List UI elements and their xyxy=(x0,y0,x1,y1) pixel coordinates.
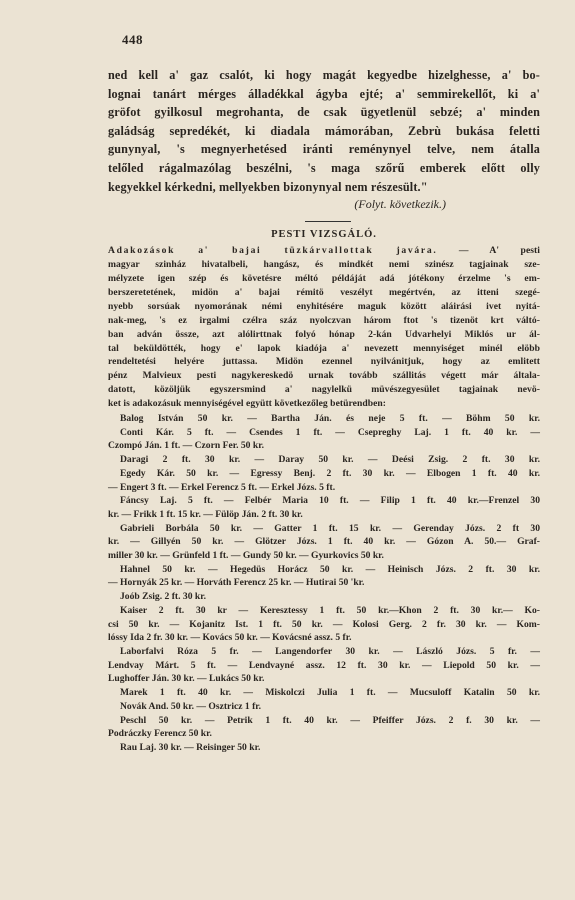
text-line: telőled rágalmazólag beszélni, 's maga szőrű emberek előtt olly xyxy=(108,160,540,175)
donor-row: Podráczky Ferencz 50 kr. xyxy=(108,728,212,740)
donation-report xyxy=(108,244,540,411)
continuation-note: (Folyt. következik.) xyxy=(354,197,446,212)
text-line: nyebb sorsúak nyomorának némi enyhitésére maguk között aláirási ivet nyitá- xyxy=(108,300,540,312)
text-line: magyar szinház hivatalbeli, hangász, és mindkét nemi szinész tagjainak sze- xyxy=(108,259,540,271)
donor-row: Czompó Ján. 1 ft. — Czorn Fer. 50 kr. xyxy=(108,440,264,452)
page-body xyxy=(108,66,540,755)
text-line: ket is adakozásuk mennyiségével együtt következőleg betürendben: xyxy=(108,398,387,410)
text-line: rendeltetési helyére juttassa. Midön ezennel nyilvánitjuk, hogy az emlitett xyxy=(108,356,540,368)
donor-row: Balog István 50 kr. — Bartha Ján. és neje 5 ft. — Böhm 50 kr. xyxy=(120,413,540,425)
donor-row: csi 50 kr. — Kojanitz Ist. 1 ft. 50 kr. — Kolosi Gerg. 2 fr. 30 kr. — Kom- xyxy=(108,618,540,630)
story-continuation xyxy=(108,66,540,196)
report-lead-tail: — A' pesti xyxy=(437,245,540,257)
donor-row: Marek 1 ft. 40 kr. — Miskolczi Julia 1 ft. — Mucsuloff Katalin 50 kr. xyxy=(120,687,540,699)
donor-row: Hahnel 50 kr. — Hegedüs Horácz 50 kr. — Heinisch Józs. 2 ft. 30 kr. xyxy=(120,563,540,575)
donor-list xyxy=(108,412,540,755)
text-line: nak-meg, 's ez irgalmi czélra száz nyolczvan három ftot 's tizenöt krt váltó- xyxy=(108,314,540,326)
text-line: tal beküldötték, hogy e' lapok kiadója a' nevezett mennyiséget minél elöbb xyxy=(108,342,540,354)
donor-row: Kaiser 2 ft. 30 kr — Keresztessy 1 ft. 50 kr.—Khon 2 ft. 30 kr.— Ko- xyxy=(120,604,540,616)
donor-row: Egedy Kár. 50 kr. — Egressy Benj. 2 ft. 30 kr. — Elbogen 1 ft. 40 kr. xyxy=(120,467,540,479)
donor-row: Conti Kár. 5 ft. — Csendes 1 ft. — Csepreghy Laj. 1 ft. 40 kr. — xyxy=(120,426,540,438)
donor-row: Lendvay Márt. 5 ft. — Lendvayné assz. 12 ft. 30 kr. — Liepold 50 kr. — xyxy=(108,659,540,671)
donor-row: miller 30 kr. — Grünfeld 1 ft. — Gundy 50 kr. — Gyurkovics 50 kr. xyxy=(108,550,384,562)
donor-row: lóssy Ida 2 fr. 30 kr. — Kovács 50 kr. — Kovácsné assz. 5 fr. xyxy=(108,632,352,644)
donor-row: — Engert 3 ft. — Erkel Ferencz 5 ft. — Erkel Józs. 5 ft. xyxy=(108,481,336,493)
text-line: ban adván össze, azt alólirttnak folyó hónap 2-kán Udvarhelyi Miklós ur ál- xyxy=(108,328,540,340)
text-line: galádság sepredékét, ki diadala mámorában, Zebrù bukása feletti xyxy=(108,123,540,138)
donor-row: kr. — Gillyén 50 kr. — Glötzer Józs. 1 ft. 40 kr. — Gózon A. 50.— Graf- xyxy=(108,536,540,548)
text-line: ned kell a' gaz csalót, ki hogy magát kegyedbe hizelghesse, a' bo- xyxy=(108,68,540,82)
donor-row: kr. — Frikk 1 ft. 15 kr. — Fülöp Ján. 2 ft. 30 kr. xyxy=(108,508,303,520)
donor-row: Daragi 2 ft. 30 kr. — Daray 50 kr. — Deési Zsig. 2 ft. 30 kr. xyxy=(120,454,540,466)
donor-row: Gabrieli Borbála 50 kr. — Gatter 1 ft. 15 kr. — Gerenday Józs. 2 ft 30 xyxy=(120,522,540,534)
donor-row: Fáncsy Laj. 5 ft. — Felbér Maria 10 ft. — Filip 1 ft. 40 kr.—Frenzel 30 xyxy=(120,495,540,507)
donor-row: Lughoffer Ján. 30 kr. — Lukács 50 kr. xyxy=(108,673,265,685)
donor-row: Laborfalvi Róza 5 fr. — Langendorfer 30 kr. — László Józs. 5 fr. — xyxy=(120,645,540,657)
text-line: berszeretetének, midön a' bajai rémitö veszélyt megértvén, az itteni szegé- xyxy=(108,286,540,298)
text-line: datott, közöljük egyszersmind a' nagylelkü müvészegyesület tagjainak nevö- xyxy=(108,384,540,396)
donor-row: Peschl 50 kr. — Petrik 1 ft. 40 kr. — Pfeiffer Józs. 2 f. 30 kr. — xyxy=(120,714,540,726)
report-first-line xyxy=(108,244,540,258)
text-line: pénz Malvieux pesti nagykereskedö urnak tovább szállitás végett már általa- xyxy=(108,370,540,382)
donor-row: — Hornyák 25 kr. — Horváth Ferencz 25 kr. — Hutirai 50 'kr. xyxy=(108,577,365,589)
text-line: mélyzete igen szép és követésre méltó példáját adá jótékony érzelme 's em- xyxy=(108,272,540,284)
text-line: kegyekkel kérkedni, mellyekben bizonynyal nem részesült." xyxy=(108,179,428,194)
report-lead: Adakozások a' bajai tüzkárvallottak javára. xyxy=(108,245,438,257)
donor-row: Joób Zsig. 2 ft. 30 kr. xyxy=(120,591,207,603)
donor-row: Rau Laj. 30 kr. — Reisinger 50 kr. xyxy=(120,741,261,753)
donor-row: Novák And. 50 kr. — Osztricz 1 fr. xyxy=(120,700,262,712)
section-divider xyxy=(305,221,351,222)
page-number: 448 xyxy=(122,32,143,47)
section-heading: PESTI VIZSGÁLÓ. xyxy=(271,229,377,241)
text-line: gröfot gyilkosul megrohanta, de csak ügyetlenül sebzé; a' minden xyxy=(108,105,540,120)
text-line: gunynyal, 's megnyerhetésed iránti reménynyel telve, nem átalla xyxy=(108,142,540,157)
text-line: lognai tanárt mérges álladékkal ágyba ejté; a' semmirekellőt, ki a' xyxy=(108,86,540,101)
